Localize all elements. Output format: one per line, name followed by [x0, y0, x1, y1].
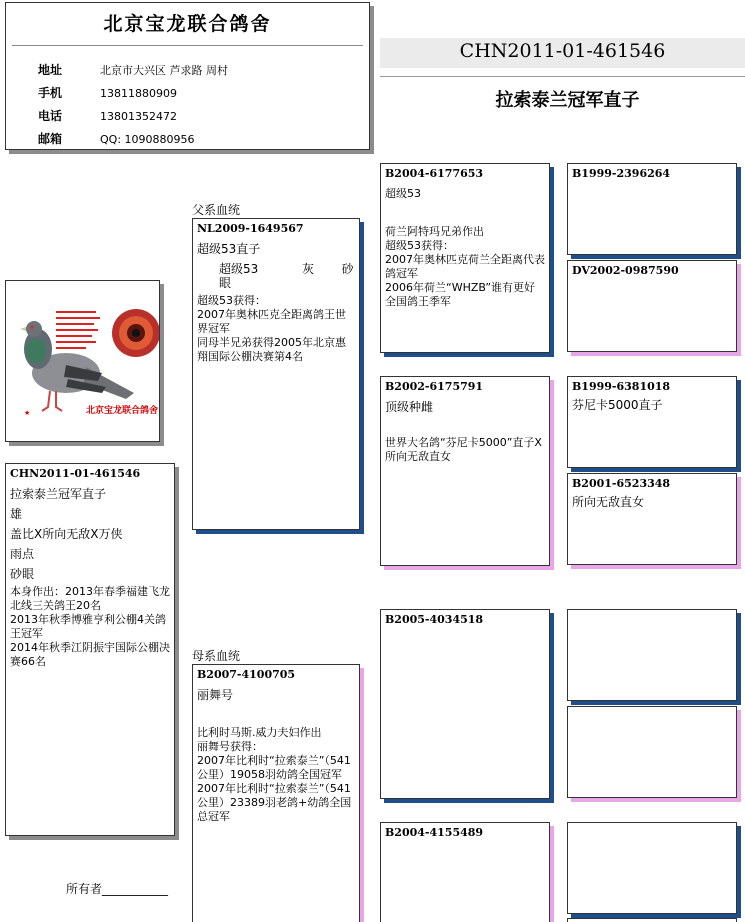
- sdd-card: [567, 473, 737, 565]
- sdd-ring: B2001-6523348: [572, 477, 671, 490]
- dam-note: 2007年比利时“拉索泰兰”（541公里）19058羽幼鸽全国冠军: [197, 754, 351, 781]
- dam-note: 2007年比利时“拉索泰兰”（541公里）23389羽老鸽+幼鸽全国总冠军: [197, 782, 352, 823]
- sire-sire-note: 2007年奥林匹克荷兰全距离代表鸽冠军: [385, 253, 545, 280]
- dsd-card: [567, 706, 737, 798]
- owner-signature: 所有者___________: [66, 882, 169, 896]
- dam-dam-ring: B2004-4155489: [385, 826, 484, 839]
- pigeon-result: 本身作出：2013年春季福建飞龙北线三关鸽王20名: [10, 585, 170, 612]
- dam-name: 丽舞号: [197, 688, 234, 702]
- email-row: [38, 130, 195, 147]
- ddd-card: [567, 918, 737, 922]
- dds-card: [567, 822, 737, 914]
- sire-dam-note: 世界大名鸽“芬尼卡5000”直子X所向无敌直女: [385, 436, 542, 463]
- photo-caption: 北京宝龙联合鸽舍: [86, 406, 159, 416]
- mobile-value: 13811880909: [100, 87, 177, 100]
- sire-note: 超级53获得：: [197, 294, 266, 307]
- dam-side-label: 母系血统: [192, 649, 241, 663]
- photo-mark: ★: [24, 409, 31, 417]
- ssd-card: [567, 260, 737, 352]
- sire-sire-card: [380, 163, 550, 353]
- sds-note: 芬尼卡5000直子: [572, 398, 663, 412]
- pigeon-ring-title: CHN2011-01-461546: [459, 40, 666, 62]
- ssd-ring: DV2002-0987590: [572, 264, 679, 277]
- sire-sire-note: 荷兰阿特玛兄弟作出: [385, 225, 484, 238]
- sds-ring: B1999-6381018: [572, 380, 671, 393]
- sire-color: 灰: [301, 262, 314, 276]
- dam-sire-ring: B2005-4034518: [385, 613, 484, 626]
- sire-sire-note: 2006年荷兰“WHZB”谁有更好全国鸽王季军: [385, 281, 536, 308]
- email-value: QQ: 1090880956: [100, 133, 195, 146]
- sire-note: 2007年奥林匹克全距离鸽王世界冠军: [197, 308, 346, 335]
- pigeon-info-card: [5, 463, 175, 836]
- loft-name: 北京宝龙联合鸽舍: [103, 13, 272, 35]
- phone-row: [38, 107, 177, 124]
- pigeon-result: 2013年秋季博雅亨利公棚4关鸽王冠军: [10, 613, 166, 640]
- address-row: [38, 61, 228, 78]
- dam-card: [192, 664, 360, 922]
- sire-attrs: [197, 262, 355, 290]
- header-divider: [12, 45, 363, 46]
- sire-sire-name: 超级53: [219, 262, 259, 276]
- dam-dam-card: [380, 822, 550, 922]
- pigeon-photo: [5, 280, 160, 442]
- pigeon-ring: CHN2011-01-461546: [10, 467, 141, 480]
- dam-note: 比利时马斯.威力夫妇作出: [197, 726, 322, 739]
- dss-card: [567, 609, 737, 701]
- sire-ring: NL2009-1649567: [197, 222, 304, 235]
- address-value: 北京市大兴区 芦求路 周村: [100, 64, 228, 77]
- pigeon-name: 拉索泰兰冠军直子: [10, 487, 107, 501]
- sire-sire-ring: B2004-6177653: [385, 167, 484, 180]
- sds-card: [567, 376, 737, 468]
- dam-sire-card: [380, 609, 550, 799]
- phone-value: 13801352472: [100, 110, 177, 123]
- sss-card: [567, 163, 737, 255]
- pigeon-color: 雨点: [10, 547, 35, 561]
- sire-note: 同母半兄弟获得2005年北京惠翔国际公棚决赛第4名: [197, 336, 346, 363]
- photo-text-lines: [56, 311, 100, 349]
- pigeon-name-title: 拉索泰兰冠军直子: [495, 90, 640, 111]
- sire-dam-name: 顶级种雌: [385, 400, 434, 414]
- mobile-label: 手机: [38, 86, 63, 100]
- sire-name: 超级53直子: [197, 242, 261, 256]
- sss-ring: B1999-2396264: [572, 167, 671, 180]
- sire-dam-card: [380, 376, 550, 566]
- sdd-note: 所向无敌直女: [572, 495, 645, 509]
- title-divider: [380, 76, 745, 77]
- dam-ring: B2007-4100705: [197, 668, 296, 681]
- pigeon-eye: 砂眼: [10, 567, 35, 581]
- pigeon-photo-image: [6, 281, 159, 441]
- email-label: 邮箱: [38, 132, 63, 146]
- sire-dam-ring: B2002-6175791: [385, 380, 484, 393]
- sire-eye: 砂眼: [219, 262, 354, 290]
- sire-card: [192, 218, 360, 530]
- phone-label: 电话: [38, 109, 63, 123]
- sire-side-label: 父系血统: [192, 203, 241, 217]
- sire-sire-note: 超级53获得：: [385, 239, 454, 252]
- pigeon-result: 2014年秋季江阴振宇国际公棚决赛66名: [10, 641, 170, 668]
- address-label: 地址: [38, 63, 63, 77]
- mobile-row: [38, 84, 177, 101]
- sire-sire-name: 超级53: [385, 187, 421, 200]
- pigeon-bloodline: 盖比X所向无敌X万侠: [10, 527, 123, 541]
- pigeon-sex: 雄: [10, 507, 23, 521]
- dam-note: 丽舞号获得：: [197, 740, 263, 753]
- owner-card: [5, 2, 370, 150]
